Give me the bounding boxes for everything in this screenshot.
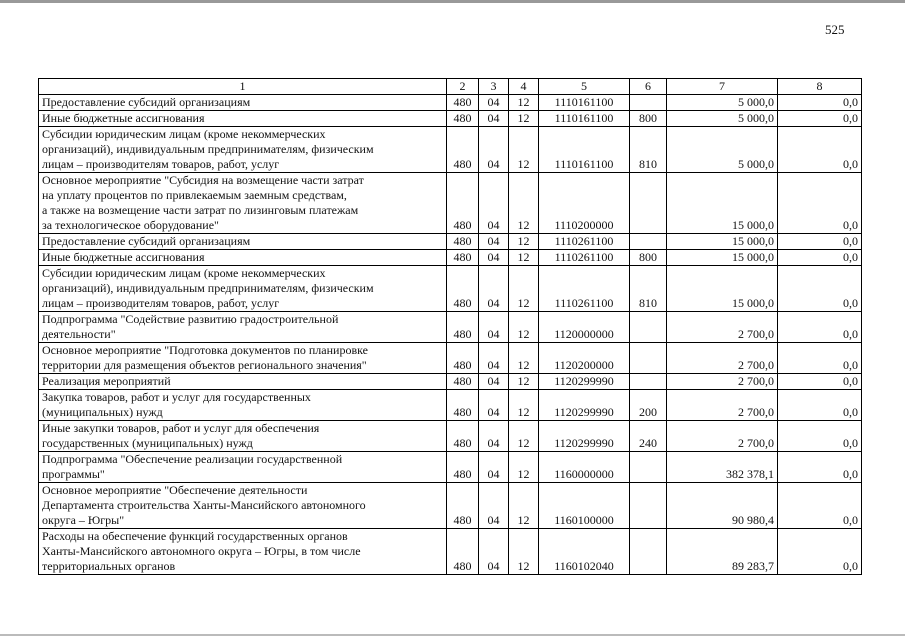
cell-c3: 04 — [479, 234, 509, 250]
table-row — [39, 343, 862, 374]
cell-c5: 1110161100 — [539, 111, 630, 127]
cell-c3: 04 — [479, 343, 509, 374]
table-row — [39, 529, 862, 575]
table-row — [39, 111, 862, 127]
cell-c4: 12 — [509, 452, 539, 483]
cell-c7: 5 000,0 — [667, 111, 778, 127]
cell-c7: 15 000,0 — [667, 266, 778, 312]
cell-c5: 1120000000 — [539, 312, 630, 343]
cell-c6 — [630, 312, 667, 343]
cell-c7: 5 000,0 — [667, 95, 778, 111]
header-cell: 4 — [509, 79, 539, 95]
cell-c7: 2 700,0 — [667, 312, 778, 343]
cell-c2: 480 — [447, 127, 479, 173]
cell-c5: 1160102040 — [539, 529, 630, 575]
cell-c5: 1110161100 — [539, 95, 630, 111]
top-scan-border — [0, 0, 905, 3]
cell-c8: 0,0 — [778, 483, 862, 529]
header-row — [39, 79, 862, 95]
cell-c6 — [630, 173, 667, 234]
budget-table — [38, 78, 862, 575]
cell-c3: 04 — [479, 390, 509, 421]
cell-c3: 04 — [479, 266, 509, 312]
cell-c5: 1110261100 — [539, 234, 630, 250]
table-row — [39, 483, 862, 529]
cell-c5: 1110161100 — [539, 127, 630, 173]
cell-c2: 480 — [447, 390, 479, 421]
table-row — [39, 127, 862, 173]
header-cell: 8 — [778, 79, 862, 95]
row-name: Подпрограмма "Обеспечение реализации государственной программы" — [39, 452, 447, 483]
cell-c8: 0,0 — [778, 266, 862, 312]
table-row — [39, 312, 862, 343]
cell-c3: 04 — [479, 127, 509, 173]
cell-c2: 480 — [447, 312, 479, 343]
cell-c5: 1120200000 — [539, 343, 630, 374]
cell-c4: 12 — [509, 529, 539, 575]
cell-c4: 12 — [509, 173, 539, 234]
cell-c5: 1160100000 — [539, 483, 630, 529]
row-name: Закупка товаров, работ и услуг для государственных (муниципальных) нужд — [39, 390, 447, 421]
cell-c7: 15 000,0 — [667, 234, 778, 250]
cell-c4: 12 — [509, 250, 539, 266]
cell-c8: 0,0 — [778, 234, 862, 250]
cell-c5: 1110261100 — [539, 250, 630, 266]
header-cell: 2 — [447, 79, 479, 95]
row-name: Иные бюджетные ассигнования — [39, 111, 447, 127]
cell-c5: 1110261100 — [539, 266, 630, 312]
cell-c6: 810 — [630, 127, 667, 173]
row-name: Основное мероприятие "Подготовка документов по планировке территории для размещения объектов регионального значения" — [39, 343, 447, 374]
header-cell: 5 — [539, 79, 630, 95]
cell-c6 — [630, 452, 667, 483]
header-cell: 7 — [667, 79, 778, 95]
cell-c3: 04 — [479, 312, 509, 343]
row-name: Предоставление субсидий организациям — [39, 95, 447, 111]
header-cell: 1 — [39, 79, 447, 95]
cell-c8: 0,0 — [778, 452, 862, 483]
cell-c4: 12 — [509, 234, 539, 250]
cell-c7: 2 700,0 — [667, 374, 778, 390]
row-name: Иные закупки товаров, работ и услуг для обеспечения государственных (муниципальных) нужд — [39, 421, 447, 452]
cell-c2: 480 — [447, 111, 479, 127]
cell-c4: 12 — [509, 111, 539, 127]
cell-c2: 480 — [447, 250, 479, 266]
cell-c6 — [630, 234, 667, 250]
cell-c3: 04 — [479, 483, 509, 529]
cell-c5: 1160000000 — [539, 452, 630, 483]
table-row — [39, 250, 862, 266]
cell-c4: 12 — [509, 374, 539, 390]
cell-c3: 04 — [479, 111, 509, 127]
cell-c7: 2 700,0 — [667, 343, 778, 374]
cell-c8: 0,0 — [778, 111, 862, 127]
cell-c8: 0,0 — [778, 374, 862, 390]
cell-c3: 04 — [479, 374, 509, 390]
cell-c4: 12 — [509, 266, 539, 312]
table-row — [39, 390, 862, 421]
cell-c8: 0,0 — [778, 529, 862, 575]
cell-c3: 04 — [479, 452, 509, 483]
cell-c8: 0,0 — [778, 312, 862, 343]
table-row — [39, 266, 862, 312]
row-name: Расходы на обеспечение функций государственных органов Ханты-Мансийского автономного округа – Югры, в том числе территориальных органов — [39, 529, 447, 575]
cell-c4: 12 — [509, 483, 539, 529]
cell-c7: 382 378,1 — [667, 452, 778, 483]
cell-c4: 12 — [509, 421, 539, 452]
cell-c8: 0,0 — [778, 95, 862, 111]
row-name: Иные бюджетные ассигнования — [39, 250, 447, 266]
cell-c2: 480 — [447, 266, 479, 312]
cell-c2: 480 — [447, 234, 479, 250]
table-row — [39, 234, 862, 250]
page-number: 525 — [825, 22, 845, 37]
row-name: Основное мероприятие "Субсидия на возмещение части затрат на уплату процентов по привлекаемым заемным средствам, а также на возмещение части затрат по лизинговым платежам за технологическое оборудование" — [39, 173, 447, 234]
cell-c4: 12 — [509, 390, 539, 421]
row-name: Основное мероприятие "Обеспечение деятельности Департамента строительства Ханты-Мансийского автономного округа – Югры" — [39, 483, 447, 529]
cell-c7: 5 000,0 — [667, 127, 778, 173]
cell-c8: 0,0 — [778, 343, 862, 374]
cell-c2: 480 — [447, 529, 479, 575]
bottom-scan-border — [0, 634, 905, 636]
header-cell: 3 — [479, 79, 509, 95]
cell-c8: 0,0 — [778, 127, 862, 173]
row-name: Предоставление субсидий организациям — [39, 234, 447, 250]
cell-c5: 1120299990 — [539, 421, 630, 452]
cell-c6 — [630, 95, 667, 111]
cell-c6: 240 — [630, 421, 667, 452]
cell-c7: 90 980,4 — [667, 483, 778, 529]
cell-c4: 12 — [509, 312, 539, 343]
table-row — [39, 452, 862, 483]
row-name: Субсидии юридическим лицам (кроме некоммерческих организаций), индивидуальным предпринимателям, физическим лицам – производителям товаров, работ, услуг — [39, 266, 447, 312]
cell-c2: 480 — [447, 343, 479, 374]
cell-c6: 200 — [630, 390, 667, 421]
cell-c6 — [630, 343, 667, 374]
cell-c3: 04 — [479, 250, 509, 266]
cell-c2: 480 — [447, 483, 479, 529]
table-row — [39, 421, 862, 452]
cell-c7: 89 283,7 — [667, 529, 778, 575]
cell-c2: 480 — [447, 374, 479, 390]
cell-c7: 2 700,0 — [667, 421, 778, 452]
cell-c5: 1120299990 — [539, 390, 630, 421]
cell-c6: 800 — [630, 111, 667, 127]
cell-c6: 810 — [630, 266, 667, 312]
table-row — [39, 95, 862, 111]
cell-c6 — [630, 374, 667, 390]
cell-c2: 480 — [447, 95, 479, 111]
cell-c7: 15 000,0 — [667, 250, 778, 266]
cell-c3: 04 — [479, 421, 509, 452]
row-name: Реализация мероприятий — [39, 374, 447, 390]
cell-c8: 0,0 — [778, 390, 862, 421]
cell-c4: 12 — [509, 127, 539, 173]
row-name: Субсидии юридическим лицам (кроме некоммерческих организаций), индивидуальным предпринимателям, физическим лицам – производителям товаров, работ, услуг — [39, 127, 447, 173]
cell-c5: 1110200000 — [539, 173, 630, 234]
table-row — [39, 173, 862, 234]
cell-c3: 04 — [479, 95, 509, 111]
header-cell: 6 — [630, 79, 667, 95]
cell-c2: 480 — [447, 421, 479, 452]
cell-c6 — [630, 483, 667, 529]
cell-c6 — [630, 529, 667, 575]
cell-c5: 1120299990 — [539, 374, 630, 390]
cell-c8: 0,0 — [778, 250, 862, 266]
table-row — [39, 374, 862, 390]
cell-c4: 12 — [509, 343, 539, 374]
cell-c7: 2 700,0 — [667, 390, 778, 421]
cell-c8: 0,0 — [778, 173, 862, 234]
cell-c3: 04 — [479, 529, 509, 575]
cell-c2: 480 — [447, 452, 479, 483]
row-name: Подпрограмма "Содействие развитию градостроительной деятельности" — [39, 312, 447, 343]
cell-c7: 15 000,0 — [667, 173, 778, 234]
cell-c4: 12 — [509, 95, 539, 111]
cell-c8: 0,0 — [778, 421, 862, 452]
cell-c2: 480 — [447, 173, 479, 234]
cell-c3: 04 — [479, 173, 509, 234]
cell-c6: 800 — [630, 250, 667, 266]
